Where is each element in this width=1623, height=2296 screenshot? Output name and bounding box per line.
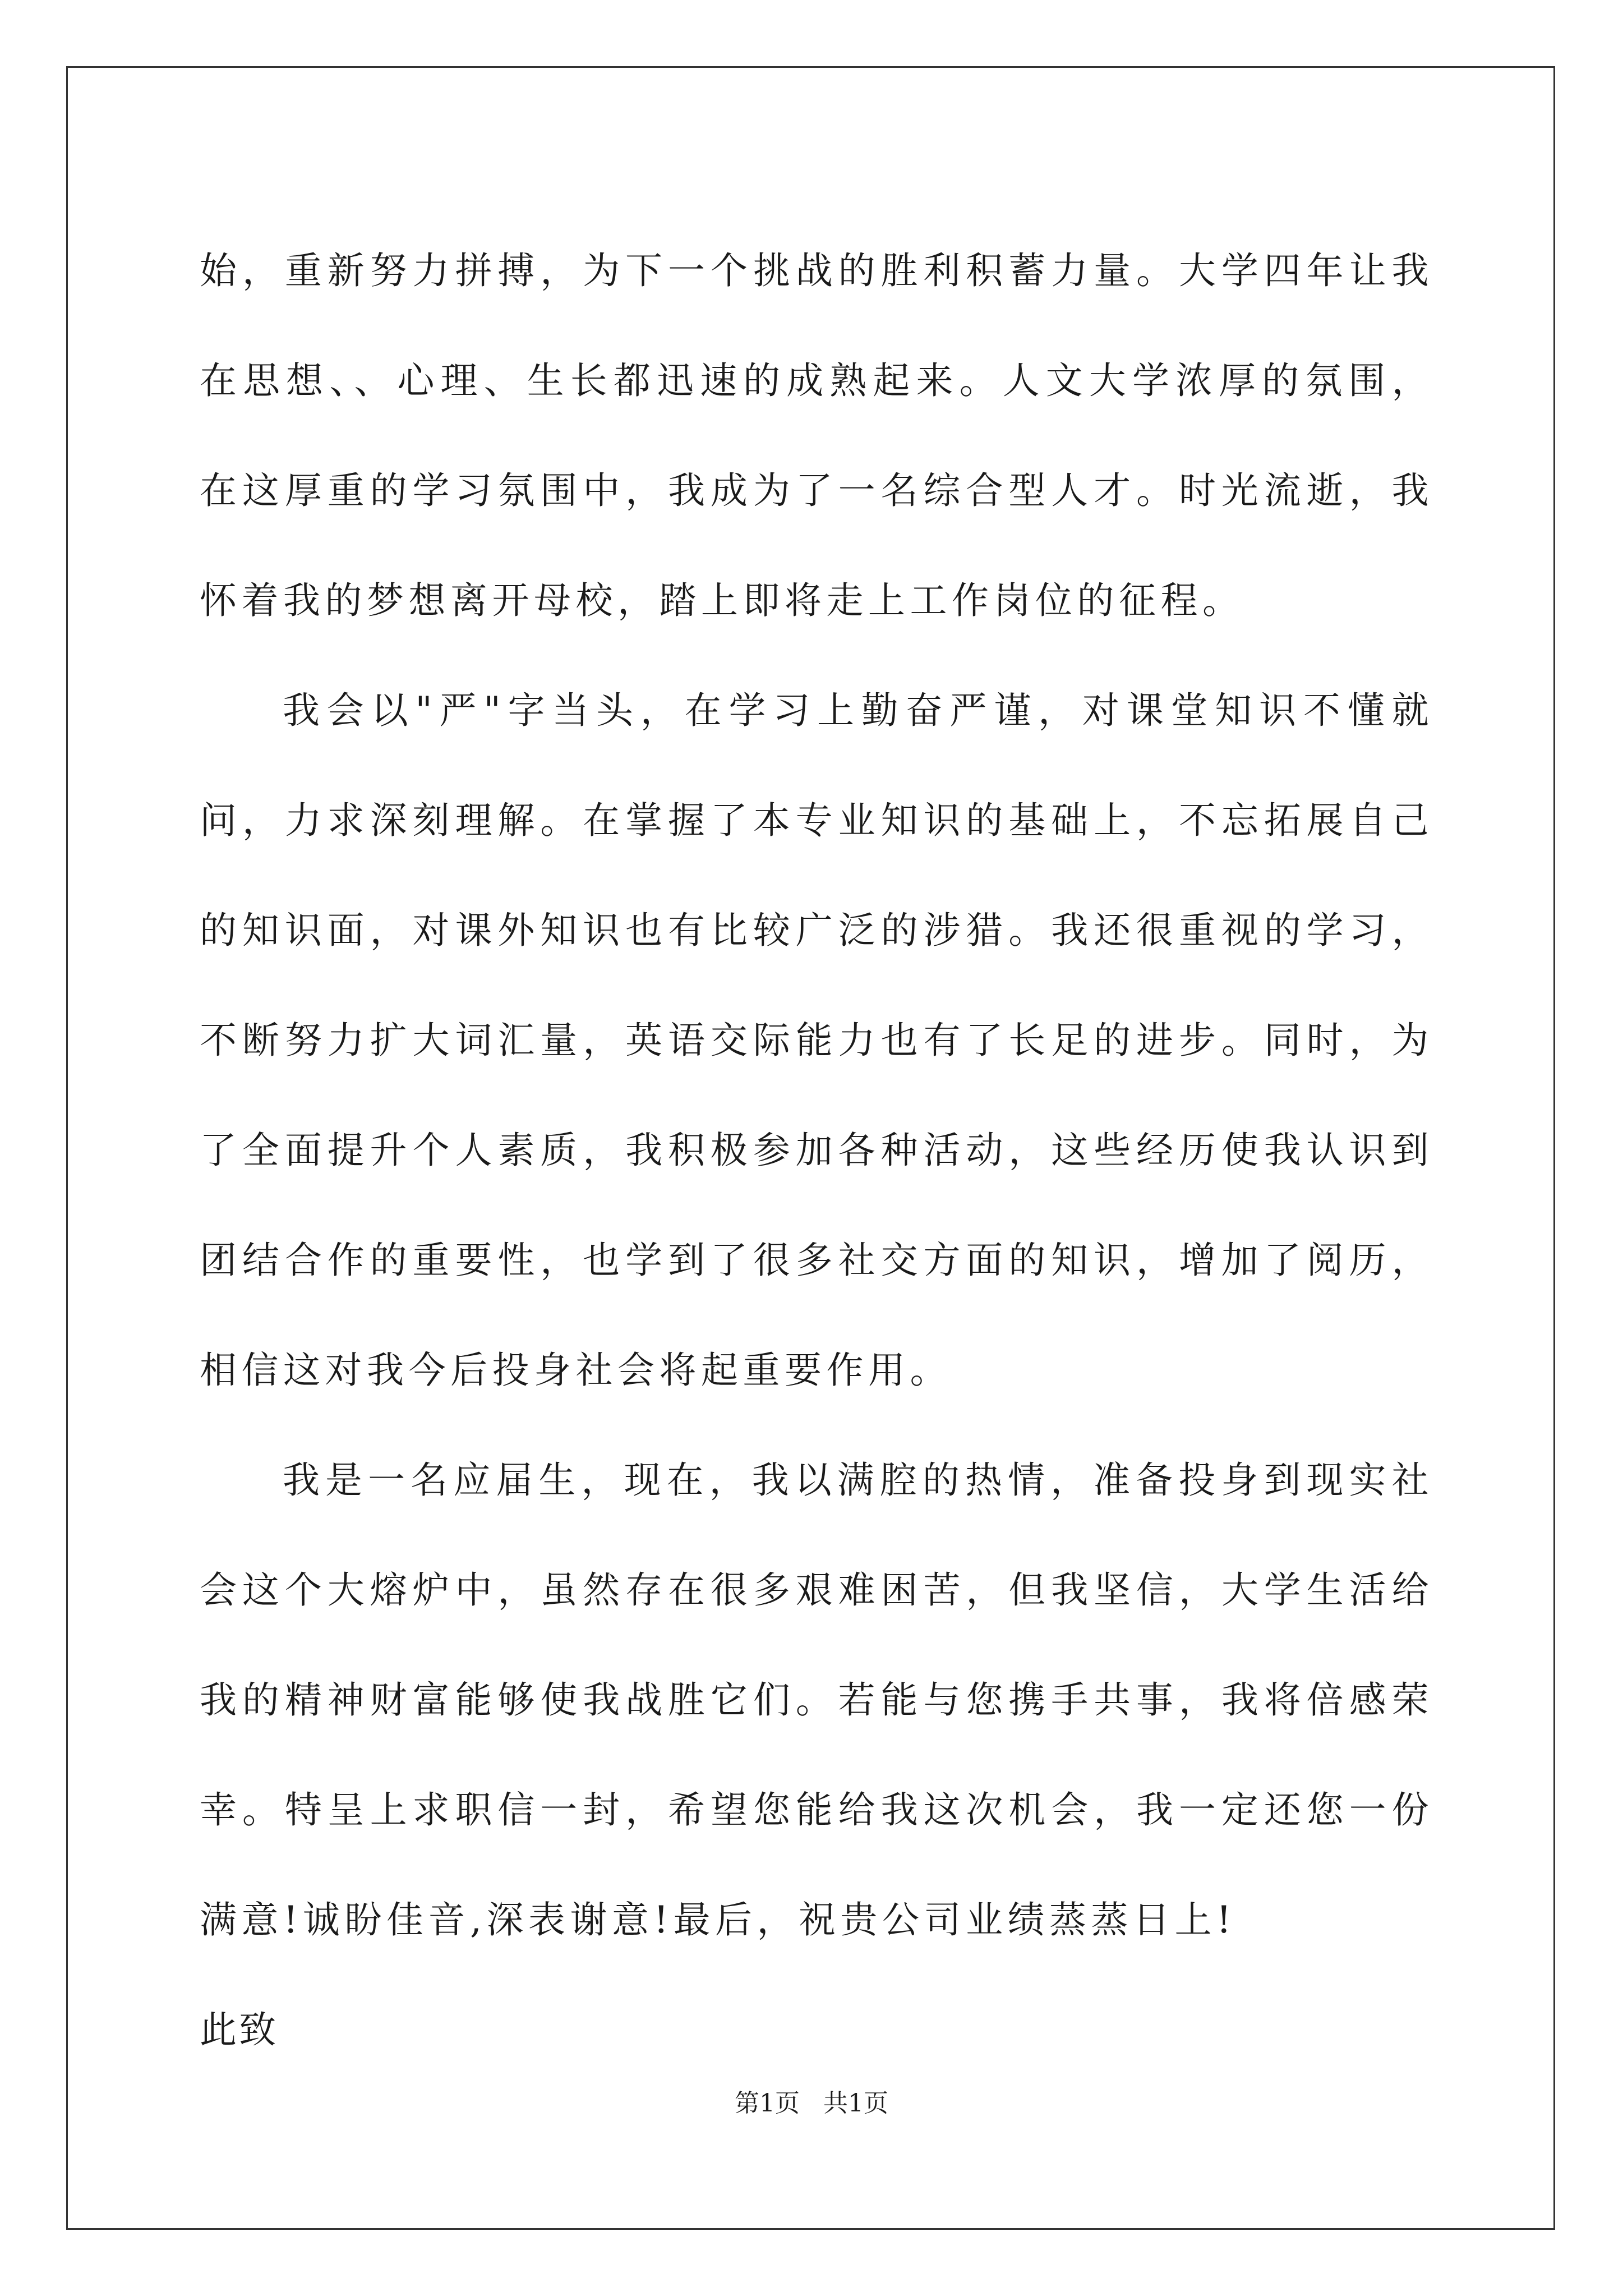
letter-body: [200, 216, 1433, 2085]
page-number: 第1页 共1页: [735, 2089, 888, 2118]
paragraph-continuation: 始，重新努力拼搏，为下一个挑战的胜利积蓄力量。大学四年让我在思想、、心理、生长都迅速的成熟起来。人文大学浓厚的氛围，在这厚重的学习氛围中，我成为了一名综合型人才。时光流逝，我怀着我的梦想离开母校，踏上即将走上工作岗位的征程。: [200, 249, 1433, 622]
paragraph-graduate: 我是一名应届生，现在，我以满腔的热情，准备投身到现实社会这个大熔炉中，虽然存在很多艰难困苦，但我坚信，大学生活给我的精神财富能够使我战胜它们。若能与您携手共事，我将倍感荣幸。特呈上求职信一封，希望您能给我这次机会，我一定还您一份满意!诚盼佳音,深表谢意!最后，祝贵公司业绩蒸蒸日上!: [200, 1458, 1433, 1941]
paragraph-study: 我会以"严"字当头，在学习上勤奋严谨，对课堂知识不懂就问，力求深刻理解。在掌握了本专业知识的基础上，不忘拓展自己的知识面，对课外知识也有比较广泛的涉猎。我还很重视的学习，不断努力扩大词汇量，英语交际能力也有了长足的进步。同时，为了全面提升个人素质，我积极参加各种活动，这些经历使我认识到团结合作的重要性，也学到了很多社交方面的知识，增加了阅历，相信这对我今后投身社会将起重要作用。: [200, 689, 1433, 1392]
closing-salutation: 此致: [200, 2008, 278, 2051]
